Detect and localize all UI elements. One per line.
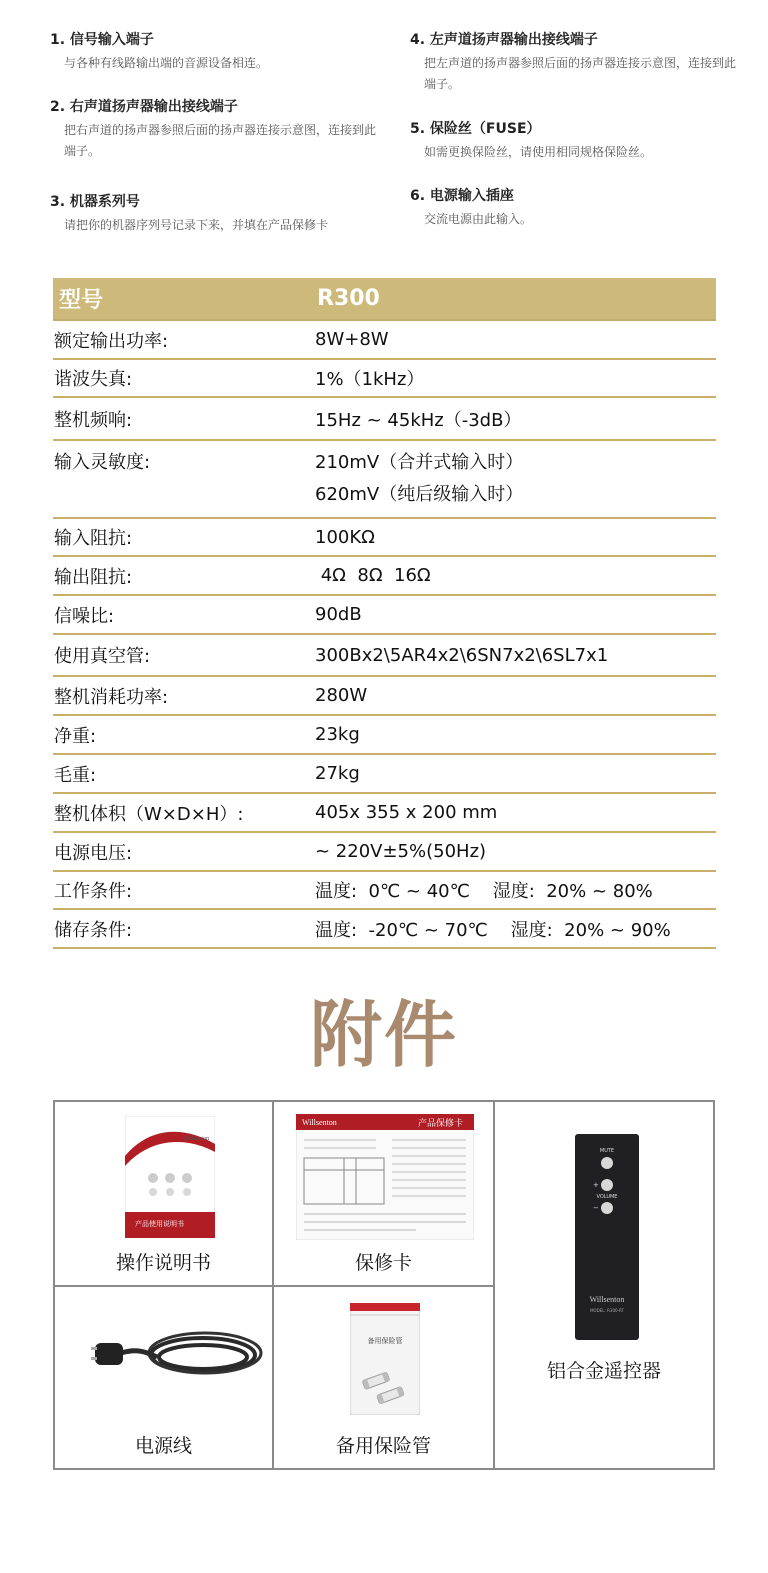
terminal-desc: 如需更换保险丝，请使用相同规格保险丝。 — [424, 145, 653, 159]
spec-value: 405x 355 x 200 mm — [315, 802, 498, 823]
remote-minus-label: − — [593, 1204, 599, 1212]
terminal-descriptions — [0, 0, 768, 250]
terminal-item-1 — [50, 31, 380, 74]
spec-row — [53, 441, 716, 519]
accessories-title: 附件 — [309, 993, 458, 1077]
spec-row — [53, 794, 716, 833]
fuse-bag-text: 备用保险管 — [367, 1337, 403, 1345]
spec-key: 整机频响: — [54, 409, 133, 431]
terminal-desc: 交流电源由此输入。 — [424, 212, 533, 226]
terminal-item-6 — [410, 187, 740, 230]
spec-row — [53, 321, 716, 360]
spec-key: 净重: — [54, 725, 97, 747]
spec-value-group — [315, 447, 716, 511]
accessory-label: 铝合金遥控器 — [546, 1360, 661, 1382]
spec-key: 输出阻抗: — [54, 566, 133, 588]
remote-control-icon — [575, 1134, 639, 1340]
terminal-title: 1. 信号输入端子 — [50, 32, 154, 48]
spec-value: 100KΩ — [315, 526, 375, 548]
spec-header-key: 型号 — [59, 288, 104, 313]
spec-value: 27kg — [315, 763, 360, 784]
remote-mute-label: MUTE — [599, 1148, 615, 1154]
spec-table — [53, 278, 716, 949]
spec-row — [53, 677, 716, 716]
power-cord-icon — [91, 1325, 263, 1391]
warranty-brand: Willsenton — [302, 1118, 337, 1127]
spec-value: 300Bx2\5AR4x2\6SN7x2\6SL7x1 — [315, 644, 609, 666]
terminal-item-4 — [410, 31, 740, 95]
spec-row — [53, 872, 716, 910]
spec-row — [53, 910, 716, 949]
spec-value: 23kg — [315, 724, 360, 745]
spec-value: 15Hz ~ 45kHz（-3dB） — [315, 409, 522, 431]
accessory-remote — [495, 1102, 713, 1468]
spec-key: 信噪比: — [54, 605, 115, 627]
accessory-power-cord — [55, 1287, 272, 1468]
spec-value: 280W — [315, 685, 368, 706]
spec-key: 谐波失真: — [54, 369, 133, 390]
terminal-desc: 把左声道的扬声器参照后面的扬声器连接示意图，连接到此端子。 — [424, 56, 737, 91]
spec-row — [53, 755, 716, 794]
spec-value: 620mV（纯后级输入时） — [315, 484, 524, 505]
warranty-card-icon — [296, 1114, 474, 1240]
accessory-label: 操作说明书 — [115, 1252, 211, 1274]
spec-key: 储存条件: — [54, 919, 133, 941]
terminal-item-2 — [50, 98, 380, 162]
manual-cover-text: 产品使用说明书 — [135, 1220, 184, 1228]
remote-mute-button-icon — [601, 1157, 613, 1169]
terminal-title: 2. 右声道扬声器输出接线端子 — [50, 99, 238, 115]
terminal-desc: 把右声道的扬声器参照后面的扬声器连接示意图，连接到此端子。 — [64, 123, 377, 158]
spec-row — [53, 596, 716, 635]
terminal-item-5 — [410, 120, 740, 163]
spec-row — [53, 635, 716, 677]
spec-value: 温度: 0℃ ~ 40℃ 湿度: 20% ~ 80% — [315, 881, 653, 902]
spec-value: 温度: -20℃ ~ 70℃ 湿度: 20% ~ 90% — [315, 919, 671, 941]
remote-volume-label: VOLUME — [596, 1194, 618, 1200]
spec-key: 毛重: — [54, 764, 97, 786]
spec-header-model: R300 — [317, 286, 380, 311]
manual-booklet-icon — [125, 1116, 215, 1238]
accessory-label: 电源线 — [134, 1435, 192, 1457]
terminal-item-3 — [50, 193, 380, 236]
remote-plus-label: + — [593, 1181, 599, 1189]
accessory-spare-fuses — [274, 1287, 493, 1468]
spec-value: ~ 220V±5%(50Hz) — [315, 841, 487, 862]
spec-key: 输入阻抗: — [54, 528, 133, 549]
spec-value: 1%（1kHz） — [315, 369, 425, 390]
spec-key: 整机体积（W×D×H）: — [54, 803, 244, 825]
spec-row — [53, 398, 716, 441]
accessory-label: 备用保险管 — [335, 1435, 431, 1457]
terminal-title: 6. 电源输入插座 — [410, 188, 514, 204]
warranty-heading: 产品保修卡 — [418, 1119, 464, 1129]
spec-header — [53, 278, 716, 321]
spec-key: 工作条件: — [54, 881, 133, 902]
remote-volume-up-icon — [601, 1179, 613, 1191]
spec-row — [53, 833, 716, 872]
terminal-title: 3. 机器系列号 — [50, 194, 140, 210]
terminal-title: 5. 保险丝（FUSE） — [410, 121, 541, 137]
fuse-bag-icon — [350, 1303, 420, 1415]
terminal-desc: 与各种有线路输出端的音源设备相连。 — [64, 56, 269, 70]
spec-key: 输入灵敏度: — [54, 452, 151, 473]
spec-key: 整机消耗功率: — [54, 686, 169, 708]
spec-key: 电源电压: — [54, 842, 133, 864]
accessories-grid — [53, 1100, 715, 1470]
spec-value: 8W+8W — [315, 329, 389, 350]
accessory-warranty-card — [274, 1102, 493, 1285]
terminal-desc: 请把你的机器序列号记录下来，并填在产品保修卡 — [64, 218, 329, 232]
spec-row — [53, 360, 716, 398]
accessory-label: 保修卡 — [354, 1252, 412, 1274]
spec-row — [53, 716, 716, 755]
spec-key: 额定输出功率: — [54, 330, 169, 352]
spec-value: 210mV（合并式输入时） — [315, 452, 524, 473]
remote-model: MODEL: R300-RT — [590, 1308, 624, 1313]
remote-volume-down-icon — [601, 1202, 613, 1214]
spec-row — [53, 519, 716, 557]
manual-brand: Willsenton — [183, 1136, 210, 1142]
accessory-manual — [55, 1102, 272, 1285]
spec-value: 90dB — [315, 604, 362, 625]
terminal-title: 4. 左声道扬声器输出接线端子 — [410, 32, 598, 48]
spec-key: 使用真空管: — [54, 646, 151, 667]
spec-value: 4Ω 8Ω 16Ω — [315, 565, 431, 586]
spec-row — [53, 557, 716, 596]
remote-brand: Willsenton — [589, 1295, 625, 1304]
